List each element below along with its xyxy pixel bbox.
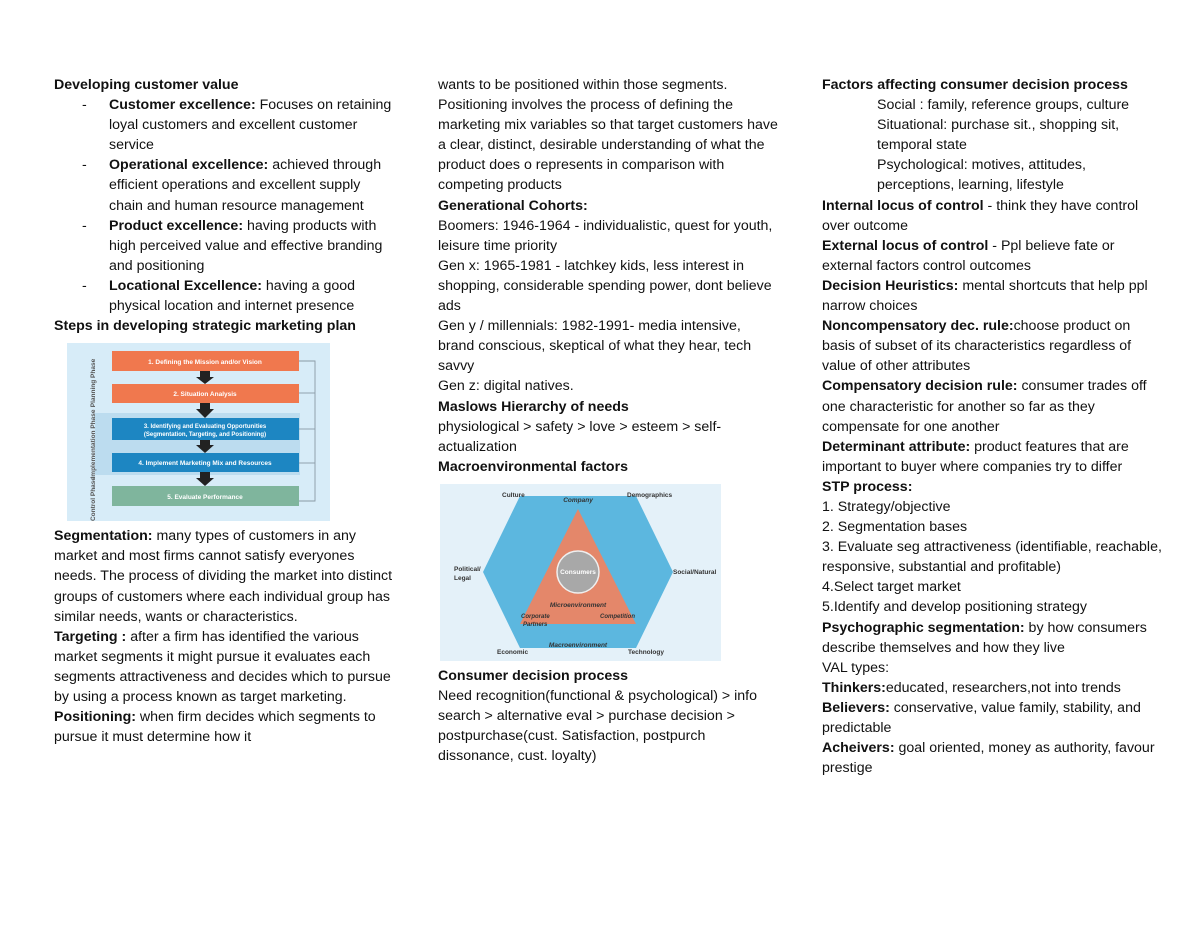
definition-item: Noncompensatory dec. rule:choose product on basis of subset of its characteristics regardless of value of other attributes xyxy=(822,318,1132,375)
factor-item: Psychological: motives, attitudes, perceptions, learning, lifestyle xyxy=(877,157,1086,194)
label-culture: Culture xyxy=(502,491,525,499)
targeting-paragraph: Targeting : after a firm has identified the various market segments it might pursue it evaluates each segments attractiveness and decides which to pursue by using a process known as target marketing. xyxy=(54,628,391,705)
cohort-item: Gen y / millennials: 1982-1991- media intensive, brand conscious, skeptical of what they hear, tech savvy xyxy=(438,318,752,375)
list-item: - Locational Excellence: having a good physical location and internet presence xyxy=(109,276,394,316)
positioning-continued: wants to be positioned within those segments. Positioning involves the process of defining the marketing mix variables so that target customers have a clear, distinct, desirable understanding of what the product does o represents in comparison with competing products xyxy=(438,77,778,194)
column-1 xyxy=(54,75,394,747)
label-competition: Competition xyxy=(600,613,635,620)
positioning-paragraph: Positioning: when firm decides which segments to pursue it must determine how it xyxy=(54,709,376,746)
heading-developing-customer-value: Developing customer value xyxy=(54,77,239,93)
heading-consumer-decision-process: Consumer decision process xyxy=(438,667,629,684)
label-political: Political/ xyxy=(454,565,481,573)
factor-item: Social : family, reference groups, culture xyxy=(877,97,1130,114)
step-3-sublabel: (Segmentation, Targeting, and Positioning) xyxy=(143,432,267,439)
definition-item: Decision Heuristics: mental shortcuts that help ppl narrow choices xyxy=(822,277,1148,315)
stp-step: 5.Identify and develop positioning strategy xyxy=(822,599,1088,616)
label-macroenvironment: Macroenvironment xyxy=(548,641,608,649)
label-microenvironment: Microenvironment xyxy=(549,601,607,609)
heading-steps-strategic-plan: Steps in developing strategic marketing plan xyxy=(54,318,356,335)
step-5-label: 5. Evaluate Performance xyxy=(167,494,243,502)
stp-step: 3. Evaluate seg attractiveness (identifiable, reachable, responsive, substantial and profitable) xyxy=(822,539,1162,576)
maslow-text: physiological > safety > love > esteem > self-actualization xyxy=(438,418,722,455)
cohort-item: Gen z: digital natives. xyxy=(438,378,574,395)
label-consumers: Consumers xyxy=(560,568,596,576)
definition-item: Compensatory decision rule: consumer trades off one characteristic for another so far as they compensate for one another xyxy=(822,378,1147,435)
heading-maslow: Maslows Hierarchy of needs xyxy=(438,398,629,415)
label-legal: Legal xyxy=(454,574,471,582)
customer-value-list xyxy=(54,95,394,316)
val-item: Believers: conservative, value family, stability, and predictable xyxy=(822,699,1141,736)
label-economic: Economic xyxy=(497,648,529,656)
val-item: Thinkers:educated, researchers,not into trends xyxy=(822,679,1121,696)
definition-item: Internal locus of control - think they have control over outcome xyxy=(822,197,1139,234)
definition-item: External locus of control - Ppl believe fate or external factors control outcomes xyxy=(822,237,1115,274)
stp-step: 1. Strategy/objective xyxy=(822,498,951,515)
column-2 xyxy=(438,75,778,766)
segmentation-paragraph: Segmentation: many types of customers in any market and most firms cannot satisfy everyones needs. The process of dividing the market into distinct groups of customers where each individual group has similar needs, wants or characteristics. xyxy=(54,528,393,625)
definition-item: Determinant attribute: product features that are important to buyer where companies try to differ xyxy=(822,438,1129,475)
column-3 xyxy=(822,75,1162,778)
phase-label-planning: Planning Phase xyxy=(90,359,97,408)
cohort-item: Gen x: 1965-1981 - latchkey kids, less interest in shopping, considerable spending power, dont believe ads xyxy=(438,257,772,315)
val-item: Acheivers: goal oriented, money as authority, favour prestige xyxy=(822,740,1155,777)
label-demographics: Demographics xyxy=(627,491,673,499)
step-2-label: 2. Situation Analysis xyxy=(173,391,237,399)
label-corporate: Corporate xyxy=(521,613,550,620)
consumer-decision-text: Need recognition(functional & psychological) > info search > alternative eval > purchase decision > postpurchase(cust. Satisfaction, postpurch dissonance, cust. loyalty) xyxy=(438,687,758,765)
step-1-label: 1. Defining the Mission and/or Vision xyxy=(148,359,262,367)
macroenvironment-diagram xyxy=(440,484,721,661)
stp-step: 2. Segmentation bases xyxy=(822,519,968,536)
heading-factors-affecting: Factors affecting consumer decision process xyxy=(822,77,1128,93)
stp-step: 4.Select target market xyxy=(822,579,961,596)
factor-item: Situational: purchase sit., shopping sit, temporal state xyxy=(877,117,1120,154)
list-item: - Product excellence: having products with high perceived value and effective branding and positioning xyxy=(109,216,394,276)
step-4-label: 4. Implement Marketing Mix and Resources xyxy=(138,460,272,468)
step-3-label: 3. Identifying and Evaluating Opportunities xyxy=(143,424,267,431)
label-technology: Technology xyxy=(628,648,664,656)
strategic-plan-diagram xyxy=(67,343,330,521)
label-social-natural: Social/Natural xyxy=(673,568,717,576)
label-company: Company xyxy=(563,496,593,504)
list-item: - Customer excellence: Focuses on retaining loyal customers and excellent customer service xyxy=(109,95,394,155)
label-partners: Partners xyxy=(523,621,548,628)
phase-label-implementation: Implementation Phase xyxy=(90,409,97,479)
cohort-item: Boomers: 1946-1964 - individualistic, quest for youth, leisure time priority xyxy=(438,217,773,254)
phase-label-control: Control Phase xyxy=(90,477,97,522)
heading-stp-process: STP process: xyxy=(822,478,913,495)
psychographic-paragraph: Psychographic segmentation: by how consumers describe themselves and how they live xyxy=(822,619,1147,656)
heading-macroenvironmental: Macroenvironmental factors xyxy=(438,458,629,475)
heading-generational-cohorts: Generational Cohorts: xyxy=(438,197,588,214)
list-item: - Operational excellence: achieved through efficient operations and excellent supply chain and human resource management xyxy=(109,155,394,215)
val-types-heading: VAL types: xyxy=(822,659,890,676)
